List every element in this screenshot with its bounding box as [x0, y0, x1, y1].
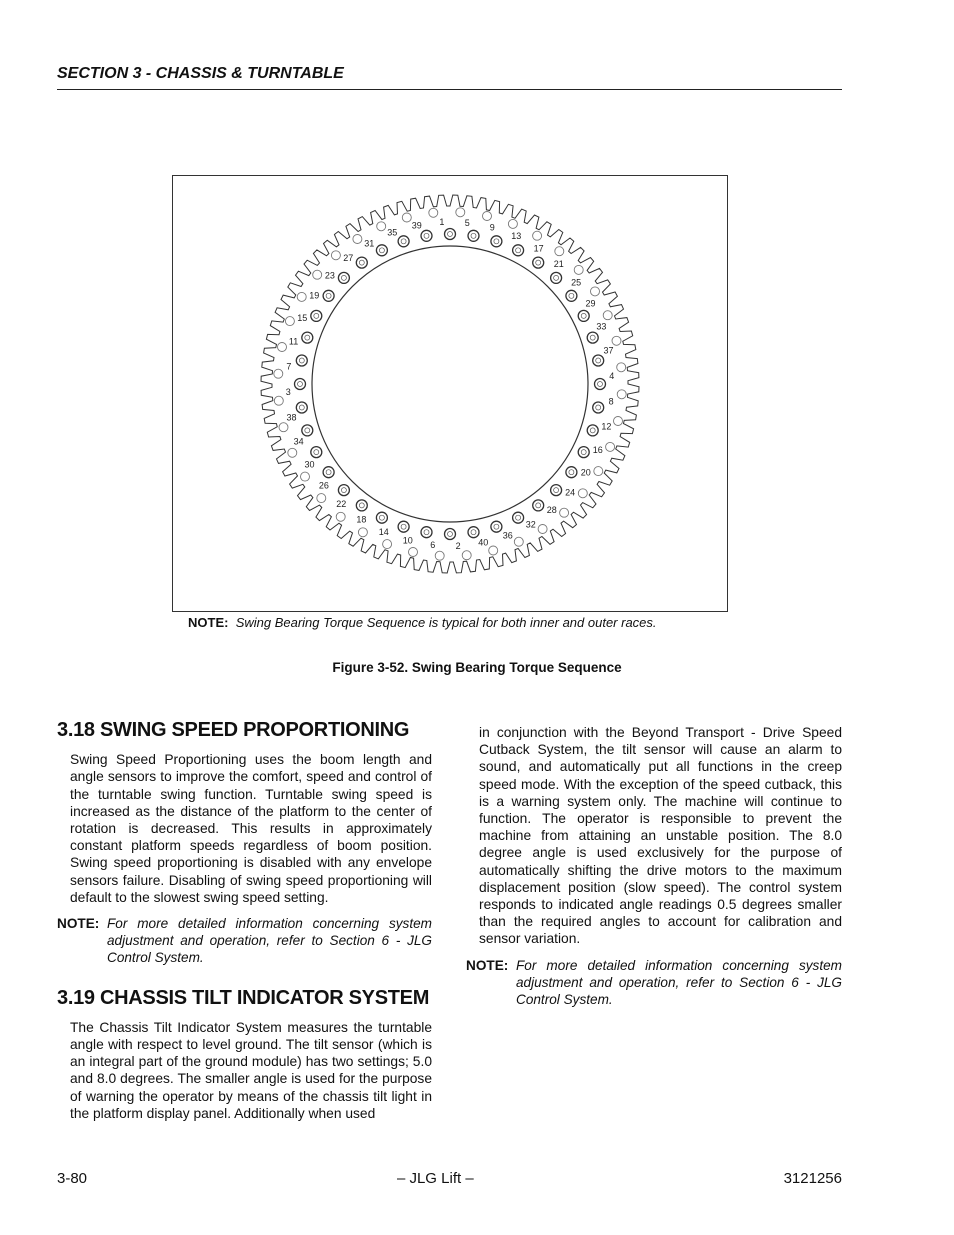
outer-bolt-hole	[313, 270, 322, 279]
bolt-sequence-label: 27	[343, 252, 354, 263]
bolt-hole-center	[569, 293, 574, 298]
bolt-hole-center	[471, 530, 476, 535]
bolt-hole	[491, 521, 502, 532]
bolt-hole	[533, 257, 544, 268]
outer-bolt-hole	[560, 508, 569, 517]
bolt-hole-center	[424, 530, 429, 535]
bolt-sequence-label: 16	[592, 445, 603, 456]
outer-bolt-hole	[301, 472, 310, 481]
outer-bolt-hole	[429, 208, 438, 217]
bolt-hole-center	[341, 275, 346, 280]
bolt-hole-center	[494, 524, 499, 529]
bolt-hole-center	[424, 233, 429, 238]
bolt-hole-center	[314, 450, 319, 455]
bolt-hole-center	[516, 248, 521, 253]
bolt-hole	[376, 512, 387, 523]
bolt-hole	[311, 310, 322, 321]
bolt-hole-center	[596, 405, 601, 410]
bolt-sequence-label: 5	[464, 217, 470, 228]
bolt-hole-center	[536, 260, 541, 265]
bolt-hole-center	[448, 232, 453, 237]
outer-bolt-hole	[274, 396, 283, 405]
bolt-hole-center	[516, 515, 521, 520]
outer-bolt-hole	[402, 213, 411, 222]
outer-bolt-hole	[279, 423, 288, 432]
bolt-hole-center	[471, 233, 476, 238]
bolt-hole	[398, 521, 409, 532]
bolt-hole-center	[448, 532, 453, 537]
outer-bolt-hole	[614, 417, 623, 426]
bolt-hole-center	[598, 382, 603, 387]
outer-bolt-hole	[336, 512, 345, 521]
bolt-hole-center	[494, 239, 499, 244]
bolt-hole	[468, 230, 479, 241]
outer-bolt-hole	[317, 494, 326, 503]
page-number: 3-80	[57, 1170, 88, 1187]
heading-3-18: 3.18 SWING SPEED PROPORTIONING	[57, 719, 410, 741]
figure-note-text: Swing Bearing Torque Sequence is typical for both inner and outer races.	[235, 615, 657, 630]
bolt-hole	[566, 467, 577, 478]
bolt-hole	[593, 402, 604, 413]
bolt-hole-center	[298, 382, 303, 387]
outer-bolt-hole	[462, 551, 471, 560]
bolt-sequence-label: 6	[430, 540, 436, 551]
tilt-indicator-body-left: The Chassis Tilt Indicator System measures the turntable angle with respect to level ground. The tilt sensor (which is an integral part of the ground module) has two settings; 5.0 and 8.0 degrees. The smaller angle is used for the purpose of warning the operator by means of the chassis tilt light in the platform display panel. Additionally when used	[70, 1019, 432, 1121]
outer-bolt-hole	[288, 448, 297, 457]
heading-3-19: 3.19 CHASSIS TILT INDICATOR SYSTEM	[57, 986, 430, 1009]
bolt-hole	[587, 332, 598, 343]
bolt-sequence-label: 12	[601, 421, 612, 432]
bolt-hole	[296, 402, 307, 413]
bolt-sequence-label: 4	[609, 370, 615, 381]
outer-bolt-hole	[617, 390, 626, 399]
bolt-hole	[578, 447, 589, 458]
bolt-hole-center	[326, 470, 331, 475]
outer-bolt-hole	[591, 287, 600, 296]
right-column	[466, 724, 842, 1008]
bolt-hole	[323, 467, 334, 478]
outer-bolt-hole	[514, 537, 523, 546]
bolt-hole-center	[305, 428, 310, 433]
tilt-indicator-body-right: in conjunction with the Beyond Transport - Drive Speed Cutback System, the tilt sensor will cause an alarm to sound, and automatically put all functions in the creep speed mode. With the exception of the speed cutback, this is a warning system only. The machine will continue to function. The operator is responsible to prevent the machine from attaining an unstable position. The 8.0 degree angle is used exclusively for the purpose of automatically shifting the drive motors to the maximum displacement position (slow speed). The control system responds to indicated angle readings 0.5 degrees smaller than the required angles to account for calibration and sensor variation.	[479, 725, 842, 947]
note-label: NOTE:	[57, 916, 100, 932]
bolt-sequence-label: 15	[297, 312, 308, 323]
outer-bolt-hole	[612, 336, 621, 345]
outer-bolt-hole	[606, 442, 615, 451]
bolt-hole-center	[359, 503, 364, 508]
bolt-hole-center	[581, 313, 586, 318]
outer-bolt-hole	[508, 219, 517, 228]
swing-speed-body: Swing Speed Proportioning uses the boom length and angle sensors to improve the comfort, speed and control of the turntable swing function. Turntable swing speed is increased as the distance of the platform to the center of rotation is decreased. This results in approximately constant platform speeds regardless of boom position. Swing speed proportioning is disabled with any envelope sensors failure. Disabling of swing speed proportioning will default to the slowest swing speed setting.	[70, 752, 432, 905]
bolt-sequence-label: 22	[336, 499, 347, 510]
note-text: For more detailed information concerning system adjustment and operation, refer to Section 6 - JLG Control System.	[107, 916, 432, 966]
doc-number: 3121256	[783, 1170, 842, 1187]
bolt-hole-center	[581, 450, 586, 455]
bolt-sequence-label: 9	[489, 222, 495, 233]
bolt-hole	[533, 500, 544, 511]
inner-bore	[312, 246, 588, 522]
outer-bolt-hole	[285, 317, 294, 326]
bolt-hole-center	[299, 405, 304, 410]
outer-bolt-hole	[278, 343, 287, 352]
bolt-hole	[513, 245, 524, 256]
bolt-hole-center	[379, 248, 384, 253]
bolt-sequence-label: 39	[411, 220, 422, 231]
bolt-hole-center	[326, 293, 331, 298]
swing-bearing-diagram	[173, 176, 729, 613]
bolt-hole	[445, 529, 456, 540]
bolt-sequence-label: 29	[585, 298, 596, 309]
bolt-hole	[302, 332, 313, 343]
bolt-sequence-label: 13	[511, 231, 522, 242]
figure-caption: Figure 3-52. Swing Bearing Torque Sequence	[332, 660, 622, 675]
outer-bolt-hole	[578, 489, 587, 498]
bolt-hole-center	[596, 358, 601, 363]
bolt-hole	[356, 257, 367, 268]
bolt-hole	[551, 485, 562, 496]
bolt-sequence-label: 1	[439, 217, 445, 228]
bolt-hole-center	[299, 358, 304, 363]
gear-teeth	[261, 195, 639, 573]
bolt-sequence-label: 40	[478, 537, 489, 548]
bolt-hole-center	[401, 524, 406, 529]
note-3-19	[466, 957, 842, 1009]
bolt-hole-center	[314, 313, 319, 318]
outer-bolt-hole	[274, 369, 283, 378]
bolt-hole-center	[590, 428, 595, 433]
bolt-hole	[295, 379, 306, 390]
bolt-hole-center	[359, 260, 364, 265]
bolt-sequence-label: 32	[525, 519, 536, 530]
bolt-sequence-label: 33	[596, 321, 607, 332]
bolt-hole-center	[536, 503, 541, 508]
bolt-hole	[338, 485, 349, 496]
bolt-sequence-label: 35	[387, 227, 398, 238]
bolt-sequence-label: 18	[356, 514, 367, 525]
bolt-hole	[376, 245, 387, 256]
bolt-hole	[595, 379, 606, 390]
page-footer	[57, 1170, 842, 1187]
figure-note	[188, 615, 657, 630]
bolt-sequence-label: 2	[455, 540, 461, 551]
outer-bolt-hole	[435, 551, 444, 560]
bolt-hole	[323, 290, 334, 301]
bolt-sequence-label: 30	[304, 459, 315, 470]
bolt-hole-center	[554, 488, 559, 493]
outer-bolt-hole	[383, 540, 392, 549]
bolt-sequence-label: 37	[603, 345, 614, 356]
bolt-hole	[551, 272, 562, 283]
bolt-sequence-label: 25	[571, 277, 582, 288]
bolt-hole	[398, 236, 409, 247]
bolt-sequence-label: 7	[286, 361, 292, 372]
bolt-sequence-label: 28	[546, 505, 557, 516]
bolt-hole	[338, 272, 349, 283]
bolt-hole	[311, 447, 322, 458]
bolt-hole	[421, 527, 432, 538]
bolt-hole	[578, 310, 589, 321]
bolt-hole-center	[569, 470, 574, 475]
note-text: For more detailed information concerning system adjustment and operation, refer to Section 6 - JLG Control System.	[516, 957, 842, 1008]
note-label: NOTE:	[466, 957, 509, 973]
left-column	[57, 719, 432, 1122]
bolt-sequence-label: 23	[324, 270, 335, 281]
outer-bolt-hole	[489, 546, 498, 555]
bolt-hole	[566, 290, 577, 301]
outer-bolt-hole	[574, 265, 583, 274]
outer-bolt-hole	[483, 212, 492, 221]
bolt-sequence-label: 11	[288, 336, 299, 347]
bolt-hole-center	[401, 239, 406, 244]
bolt-sequence-label: 38	[286, 412, 297, 423]
bolt-hole-center	[341, 488, 346, 493]
note-3-18	[57, 915, 432, 967]
section-header: SECTION 3 - CHASSIS & TURNTABLE	[57, 65, 842, 90]
bolt-hole-center	[305, 335, 310, 340]
bolt-sequence-label: 14	[378, 526, 389, 537]
bolt-sequence-label: 31	[364, 238, 375, 249]
swing-bearing-figure	[172, 175, 728, 612]
bolt-sequence-label: 34	[293, 436, 304, 447]
bolt-sequence-label: 36	[502, 530, 513, 541]
bolt-hole	[296, 355, 307, 366]
bolt-sequence-label: 10	[402, 535, 413, 546]
bolt-hole	[445, 229, 456, 240]
bolt-hole	[593, 355, 604, 366]
outer-bolt-hole	[297, 292, 306, 301]
bolt-sequence-label: 24	[565, 487, 576, 498]
bolt-sequence-label: 26	[318, 480, 329, 491]
bolt-hole	[587, 425, 598, 436]
bolt-hole	[302, 425, 313, 436]
bolt-sequence-label: 20	[580, 467, 591, 478]
bolt-sequence-label: 17	[533, 243, 544, 254]
bolt-hole-center	[590, 335, 595, 340]
outer-bolt-hole	[331, 251, 340, 260]
outer-bolt-hole	[617, 363, 626, 372]
bolt-sequence-label: 8	[608, 396, 614, 407]
outer-bolt-hole	[377, 222, 386, 231]
bolt-sequence-label: 19	[309, 290, 320, 301]
bolt-hole	[421, 230, 432, 241]
outer-bolt-hole	[533, 231, 542, 240]
outer-bolt-hole	[594, 467, 603, 476]
bolt-sequence-label: 21	[553, 258, 564, 269]
outer-bolt-hole	[358, 528, 367, 537]
bolt-hole	[491, 236, 502, 247]
bolt-hole-center	[554, 275, 559, 280]
bolt-hole	[468, 527, 479, 538]
bolt-hole-center	[379, 515, 384, 520]
figure-note-label: NOTE:	[188, 615, 229, 630]
bolt-hole	[513, 512, 524, 523]
bolt-hole	[356, 500, 367, 511]
outer-bolt-hole	[353, 235, 362, 244]
footer-center: – JLG Lift –	[396, 1170, 474, 1187]
outer-bolt-hole	[555, 247, 564, 256]
outer-bolt-hole	[409, 548, 418, 557]
bolt-sequence-label: 3	[285, 387, 291, 398]
outer-bolt-hole	[456, 208, 465, 217]
outer-bolt-hole	[538, 525, 547, 534]
outer-bolt-hole	[603, 311, 612, 320]
